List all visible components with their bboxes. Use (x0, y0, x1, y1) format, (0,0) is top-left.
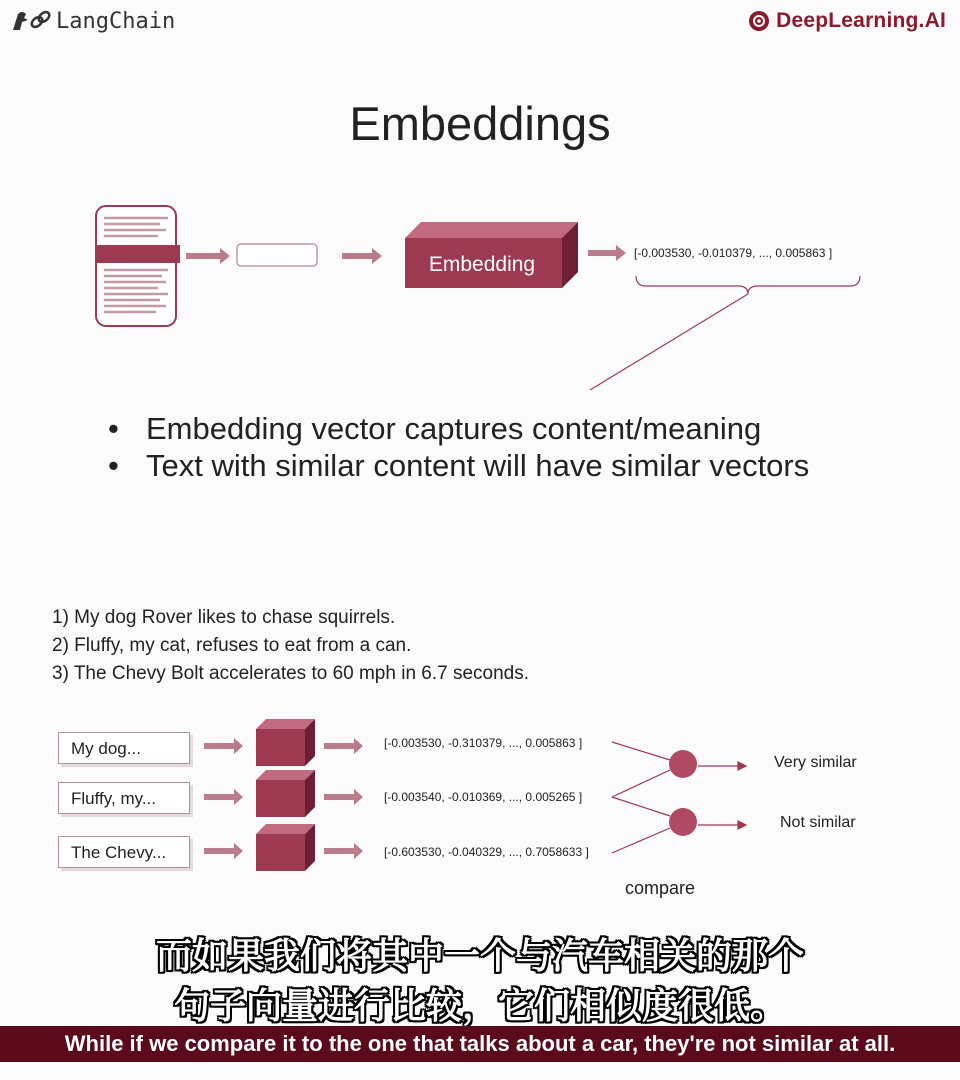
deeplearning-wordmark: DeepLearning.AI (776, 9, 946, 32)
subtitle-en: While if we compare it to the one that talks about a car, they're not similar at all. (0, 1026, 960, 1062)
comparison-links (612, 742, 670, 853)
example-vector: [-0.003530, -0.310379, ..., 0.005863 ] (384, 736, 583, 750)
example-cubes (204, 719, 363, 871)
example-sentences (52, 604, 529, 688)
text-chunk-box (237, 244, 317, 266)
arrow-icon (204, 843, 243, 859)
input-text-box: My dog... (58, 732, 190, 764)
arrow-icon (588, 245, 626, 261)
input-text-box: The Chevy... (58, 836, 190, 868)
arrow-icon (186, 248, 230, 264)
result-not-similar: Not similar (780, 814, 856, 831)
bullet-list (108, 410, 809, 484)
arrow-icon (204, 738, 243, 754)
langchain-wordmark: LangChain (56, 8, 176, 34)
embedding-cube (256, 770, 315, 817)
compare-node-not-similar (669, 808, 697, 836)
arrow-icon (342, 248, 382, 264)
arrow-icon (324, 738, 363, 754)
compare-node-similar (669, 750, 697, 778)
bullet-item: • Text with similar content will have similar vectors (108, 447, 809, 484)
sentence-item: 3) The Chevy Bolt accelerates to 60 mph in 6.7 seconds. (52, 663, 530, 684)
sentence-item: 2) Fluffy, my cat, refuses to eat from a can. (52, 635, 412, 656)
embedding-block-label: Embedding (428, 253, 536, 276)
result-arrows (698, 762, 746, 829)
top-vector-text: [-0.003530, -0.010379, ..., 0.005863 ] (634, 246, 833, 260)
subtitle-zh-line1: 而如果我们将其中一个与汽车相关的那个 (155, 935, 804, 976)
subtitle-zh-line2: 句子向量进行比较，它们相似度很低。 (173, 985, 786, 1026)
bullet-item: • Embedding vector captures content/meaning (108, 410, 809, 447)
arrow-icon (204, 789, 243, 805)
slide-title: Embeddings (349, 97, 611, 150)
document-icon (96, 206, 180, 326)
embedding-cube (256, 719, 315, 766)
input-text-box: Fluffy, my... (58, 782, 190, 814)
arrow-icon (324, 843, 363, 859)
example-vector: [-0.603530, -0.040329, ..., 0.7058633 ] (384, 845, 589, 859)
vector-brace (590, 276, 860, 390)
example-vector: [-0.003540, -0.010369, ..., 0.005265 ] (384, 790, 583, 804)
compare-label: compare (625, 878, 696, 898)
sentence-item: 1) My dog Rover likes to chase squirrels. (52, 607, 396, 628)
result-very-similar: Very similar (774, 754, 857, 771)
arrow-icon (324, 789, 363, 805)
embedding-cube (256, 824, 315, 871)
